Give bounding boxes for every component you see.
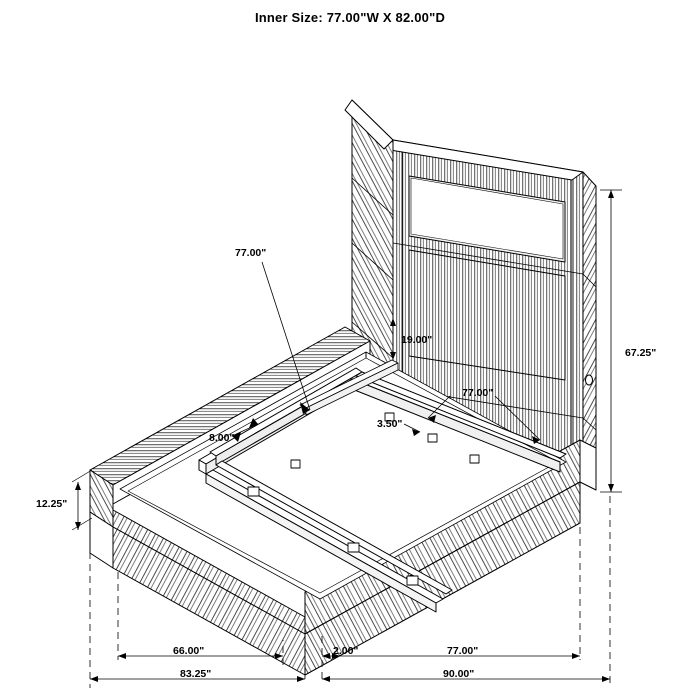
dim-deck-height: 12.25" — [36, 498, 68, 510]
dim-overall-length: 83.25" — [180, 668, 212, 680]
dim-interior-length: 66.00" — [173, 645, 205, 657]
dim-inner-width: 77.00" — [462, 387, 494, 399]
page-title: Inner Size: 77.00"W X 82.00"D — [254, 10, 446, 25]
dim-slat-height: 8.00" — [209, 432, 235, 444]
dim-footboard-rail-height: 19.00" — [401, 334, 433, 346]
dim-side-rail-thickness: 2.00" — [333, 645, 359, 657]
dim-footprint-width: 77.00" — [447, 645, 479, 657]
dim-slat-width: 3.50" — [377, 418, 403, 430]
dim-overall-width: 90.00" — [443, 668, 475, 680]
dim-headboard-width-callout: 77.00" — [235, 247, 267, 259]
dim-overall-height: 67.25" — [625, 347, 657, 359]
